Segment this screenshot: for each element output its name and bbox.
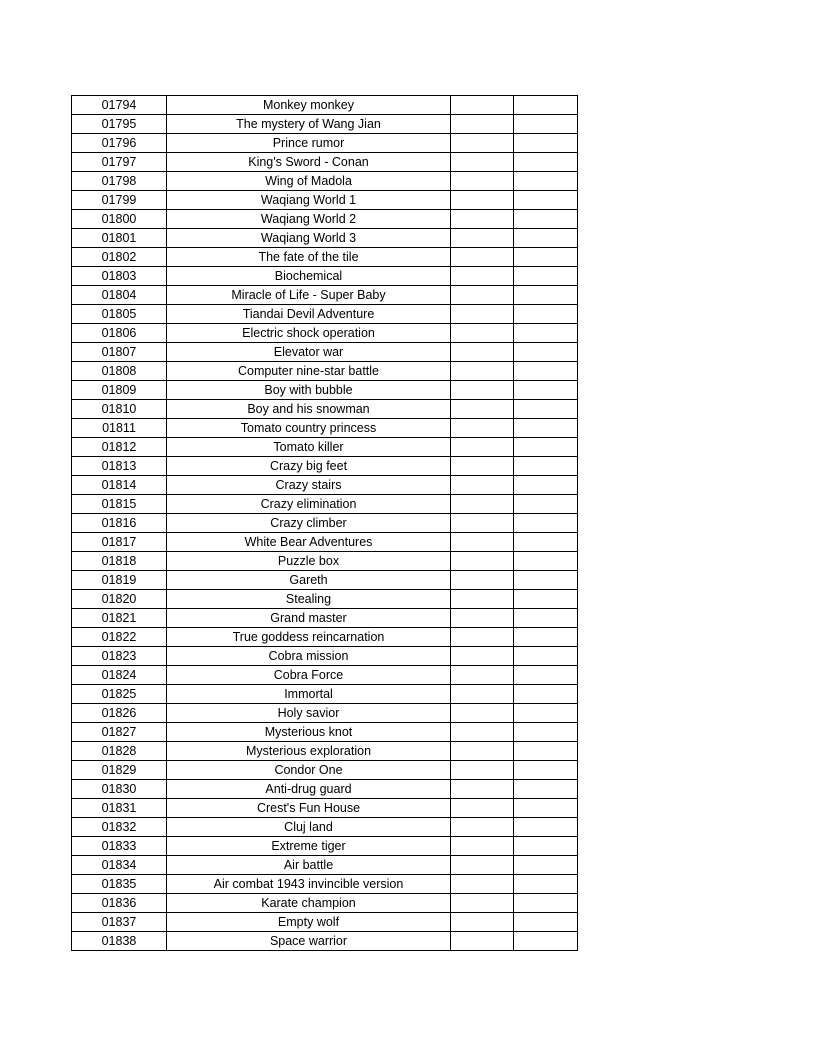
game-id-cell: 01795 bbox=[72, 115, 167, 134]
table-row bbox=[72, 134, 578, 153]
game-id-cell: 01836 bbox=[72, 894, 167, 913]
empty-cell bbox=[514, 818, 578, 837]
empty-cell bbox=[514, 191, 578, 210]
empty-cell bbox=[451, 571, 514, 590]
game-id-cell: 01802 bbox=[72, 248, 167, 267]
empty-cell bbox=[514, 495, 578, 514]
empty-cell bbox=[451, 837, 514, 856]
game-id-cell: 01805 bbox=[72, 305, 167, 324]
game-title-cell: Electric shock operation bbox=[167, 324, 451, 343]
game-id-cell: 01835 bbox=[72, 875, 167, 894]
table-row bbox=[72, 267, 578, 286]
game-id-cell: 01826 bbox=[72, 704, 167, 723]
game-id-cell: 01794 bbox=[72, 96, 167, 115]
game-id-cell: 01827 bbox=[72, 723, 167, 742]
game-title-cell: Elevator war bbox=[167, 343, 451, 362]
empty-cell bbox=[514, 666, 578, 685]
game-title-cell: Mysterious exploration bbox=[167, 742, 451, 761]
game-id-cell: 01823 bbox=[72, 647, 167, 666]
empty-cell bbox=[514, 286, 578, 305]
game-title-cell: Boy with bubble bbox=[167, 381, 451, 400]
table-row bbox=[72, 457, 578, 476]
empty-cell bbox=[451, 799, 514, 818]
table-row bbox=[72, 837, 578, 856]
game-title-cell: Extreme tiger bbox=[167, 837, 451, 856]
table-row bbox=[72, 96, 578, 115]
table-row bbox=[72, 191, 578, 210]
empty-cell bbox=[451, 381, 514, 400]
empty-cell bbox=[451, 590, 514, 609]
table-row bbox=[72, 248, 578, 267]
table-row bbox=[72, 742, 578, 761]
empty-cell bbox=[514, 172, 578, 191]
empty-cell bbox=[451, 134, 514, 153]
game-id-cell: 01818 bbox=[72, 552, 167, 571]
empty-cell bbox=[451, 286, 514, 305]
table-row bbox=[72, 571, 578, 590]
game-title-cell: Miracle of Life - Super Baby bbox=[167, 286, 451, 305]
game-title-cell: Grand master bbox=[167, 609, 451, 628]
table-row bbox=[72, 647, 578, 666]
empty-cell bbox=[514, 115, 578, 134]
game-id-cell: 01810 bbox=[72, 400, 167, 419]
game-id-cell: 01801 bbox=[72, 229, 167, 248]
empty-cell bbox=[514, 438, 578, 457]
game-title-cell: Air battle bbox=[167, 856, 451, 875]
empty-cell bbox=[451, 685, 514, 704]
table-row bbox=[72, 324, 578, 343]
game-title-cell: Crest's Fun House bbox=[167, 799, 451, 818]
empty-cell bbox=[514, 343, 578, 362]
empty-cell bbox=[514, 134, 578, 153]
table-row bbox=[72, 609, 578, 628]
game-title-cell: Tiandai Devil Adventure bbox=[167, 305, 451, 324]
game-title-cell: Stealing bbox=[167, 590, 451, 609]
empty-cell bbox=[514, 229, 578, 248]
empty-cell bbox=[451, 552, 514, 571]
empty-cell bbox=[451, 248, 514, 267]
empty-cell bbox=[514, 780, 578, 799]
game-id-cell: 01813 bbox=[72, 457, 167, 476]
game-title-cell: Waqiang World 2 bbox=[167, 210, 451, 229]
empty-cell bbox=[451, 400, 514, 419]
empty-cell bbox=[514, 647, 578, 666]
game-id-cell: 01819 bbox=[72, 571, 167, 590]
game-id-cell: 01800 bbox=[72, 210, 167, 229]
game-title-cell: Cobra mission bbox=[167, 647, 451, 666]
empty-cell bbox=[514, 533, 578, 552]
table-row bbox=[72, 628, 578, 647]
game-id-cell: 01806 bbox=[72, 324, 167, 343]
table-row bbox=[72, 666, 578, 685]
empty-cell bbox=[514, 305, 578, 324]
game-list-body bbox=[72, 96, 578, 951]
empty-cell bbox=[451, 742, 514, 761]
empty-cell bbox=[514, 324, 578, 343]
empty-cell bbox=[451, 780, 514, 799]
game-title-cell: Mysterious knot bbox=[167, 723, 451, 742]
game-title-cell: Biochemical bbox=[167, 267, 451, 286]
empty-cell bbox=[451, 96, 514, 115]
game-title-cell: Holy savior bbox=[167, 704, 451, 723]
empty-cell bbox=[514, 704, 578, 723]
empty-cell bbox=[514, 761, 578, 780]
game-id-cell: 01834 bbox=[72, 856, 167, 875]
empty-cell bbox=[514, 571, 578, 590]
table-row bbox=[72, 875, 578, 894]
game-id-cell: 01799 bbox=[72, 191, 167, 210]
game-title-cell: Crazy elimination bbox=[167, 495, 451, 514]
game-id-cell: 01828 bbox=[72, 742, 167, 761]
game-title-cell: Computer nine-star battle bbox=[167, 362, 451, 381]
game-title-cell: Anti-drug guard bbox=[167, 780, 451, 799]
game-id-cell: 01811 bbox=[72, 419, 167, 438]
empty-cell bbox=[451, 856, 514, 875]
empty-cell bbox=[514, 514, 578, 533]
table-row bbox=[72, 913, 578, 932]
empty-cell bbox=[451, 666, 514, 685]
empty-cell bbox=[451, 362, 514, 381]
empty-cell bbox=[451, 172, 514, 191]
table-row bbox=[72, 590, 578, 609]
game-id-cell: 01830 bbox=[72, 780, 167, 799]
game-title-cell: Space warrior bbox=[167, 932, 451, 951]
table-row bbox=[72, 438, 578, 457]
table-row bbox=[72, 115, 578, 134]
game-title-cell: Cluj land bbox=[167, 818, 451, 837]
game-title-cell: Puzzle box bbox=[167, 552, 451, 571]
game-title-cell: Crazy stairs bbox=[167, 476, 451, 495]
game-id-cell: 01812 bbox=[72, 438, 167, 457]
empty-cell bbox=[451, 153, 514, 172]
empty-cell bbox=[451, 438, 514, 457]
empty-cell bbox=[514, 856, 578, 875]
game-id-cell: 01814 bbox=[72, 476, 167, 495]
empty-cell bbox=[451, 723, 514, 742]
table-row bbox=[72, 153, 578, 172]
empty-cell bbox=[514, 723, 578, 742]
table-row bbox=[72, 704, 578, 723]
game-title-cell: The mystery of Wang Jian bbox=[167, 115, 451, 134]
game-id-cell: 01816 bbox=[72, 514, 167, 533]
table-row bbox=[72, 362, 578, 381]
game-id-cell: 01820 bbox=[72, 590, 167, 609]
table-row bbox=[72, 685, 578, 704]
empty-cell bbox=[451, 343, 514, 362]
empty-cell bbox=[514, 932, 578, 951]
game-id-cell: 01796 bbox=[72, 134, 167, 153]
empty-cell bbox=[514, 628, 578, 647]
game-title-cell: The fate of the tile bbox=[167, 248, 451, 267]
empty-cell bbox=[451, 875, 514, 894]
empty-cell bbox=[451, 913, 514, 932]
empty-cell bbox=[514, 894, 578, 913]
game-title-cell: Tomato killer bbox=[167, 438, 451, 457]
game-id-cell: 01831 bbox=[72, 799, 167, 818]
empty-cell bbox=[514, 476, 578, 495]
empty-cell bbox=[451, 115, 514, 134]
game-title-cell: Wing of Madola bbox=[167, 172, 451, 191]
game-title-cell: Condor One bbox=[167, 761, 451, 780]
table-row bbox=[72, 229, 578, 248]
empty-cell bbox=[514, 913, 578, 932]
table-row bbox=[72, 343, 578, 362]
empty-cell bbox=[514, 685, 578, 704]
table-row bbox=[72, 552, 578, 571]
empty-cell bbox=[514, 609, 578, 628]
table-row bbox=[72, 723, 578, 742]
game-title-cell: Immortal bbox=[167, 685, 451, 704]
empty-cell bbox=[451, 533, 514, 552]
game-id-cell: 01798 bbox=[72, 172, 167, 191]
game-id-cell: 01821 bbox=[72, 609, 167, 628]
table-row bbox=[72, 381, 578, 400]
table-row bbox=[72, 172, 578, 191]
empty-cell bbox=[451, 324, 514, 343]
game-id-cell: 01809 bbox=[72, 381, 167, 400]
table-row bbox=[72, 818, 578, 837]
empty-cell bbox=[514, 875, 578, 894]
empty-cell bbox=[514, 590, 578, 609]
empty-cell bbox=[514, 742, 578, 761]
game-title-cell: Crazy big feet bbox=[167, 457, 451, 476]
empty-cell bbox=[451, 210, 514, 229]
table-row bbox=[72, 761, 578, 780]
empty-cell bbox=[451, 932, 514, 951]
empty-cell bbox=[514, 248, 578, 267]
empty-cell bbox=[451, 419, 514, 438]
table-row bbox=[72, 305, 578, 324]
game-title-cell: Tomato country princess bbox=[167, 419, 451, 438]
game-id-cell: 01822 bbox=[72, 628, 167, 647]
empty-cell bbox=[451, 609, 514, 628]
table-row bbox=[72, 514, 578, 533]
game-title-cell: White Bear Adventures bbox=[167, 533, 451, 552]
empty-cell bbox=[451, 704, 514, 723]
game-id-cell: 01815 bbox=[72, 495, 167, 514]
empty-cell bbox=[451, 495, 514, 514]
empty-cell bbox=[514, 362, 578, 381]
table-row bbox=[72, 894, 578, 913]
empty-cell bbox=[451, 761, 514, 780]
game-title-cell: Gareth bbox=[167, 571, 451, 590]
table-row bbox=[72, 400, 578, 419]
empty-cell bbox=[451, 267, 514, 286]
empty-cell bbox=[451, 229, 514, 248]
table-row bbox=[72, 419, 578, 438]
table-row bbox=[72, 286, 578, 305]
empty-cell bbox=[451, 191, 514, 210]
game-id-cell: 01833 bbox=[72, 837, 167, 856]
empty-cell bbox=[451, 894, 514, 913]
game-id-cell: 01817 bbox=[72, 533, 167, 552]
empty-cell bbox=[514, 552, 578, 571]
game-title-cell: Empty wolf bbox=[167, 913, 451, 932]
empty-cell bbox=[514, 96, 578, 115]
game-title-cell: Prince rumor bbox=[167, 134, 451, 153]
game-id-cell: 01838 bbox=[72, 932, 167, 951]
table-row bbox=[72, 780, 578, 799]
game-id-cell: 01808 bbox=[72, 362, 167, 381]
table-row bbox=[72, 210, 578, 229]
game-id-cell: 01804 bbox=[72, 286, 167, 305]
empty-cell bbox=[514, 267, 578, 286]
empty-cell bbox=[451, 628, 514, 647]
game-id-cell: 01824 bbox=[72, 666, 167, 685]
table-row bbox=[72, 533, 578, 552]
table-row bbox=[72, 856, 578, 875]
game-title-cell: King's Sword - Conan bbox=[167, 153, 451, 172]
game-id-cell: 01797 bbox=[72, 153, 167, 172]
empty-cell bbox=[451, 818, 514, 837]
empty-cell bbox=[451, 514, 514, 533]
empty-cell bbox=[451, 305, 514, 324]
game-title-cell: Cobra Force bbox=[167, 666, 451, 685]
table-row bbox=[72, 932, 578, 951]
empty-cell bbox=[514, 799, 578, 818]
empty-cell bbox=[451, 647, 514, 666]
game-id-cell: 01803 bbox=[72, 267, 167, 286]
empty-cell bbox=[514, 381, 578, 400]
game-id-cell: 01829 bbox=[72, 761, 167, 780]
game-title-cell: True goddess reincarnation bbox=[167, 628, 451, 647]
game-title-cell: Air combat 1943 invincible version bbox=[167, 875, 451, 894]
empty-cell bbox=[451, 476, 514, 495]
game-id-cell: 01837 bbox=[72, 913, 167, 932]
game-title-cell: Karate champion bbox=[167, 894, 451, 913]
empty-cell bbox=[514, 210, 578, 229]
game-id-cell: 01825 bbox=[72, 685, 167, 704]
game-id-cell: 01807 bbox=[72, 343, 167, 362]
empty-cell bbox=[514, 153, 578, 172]
game-id-cell: 01832 bbox=[72, 818, 167, 837]
empty-cell bbox=[514, 837, 578, 856]
empty-cell bbox=[514, 457, 578, 476]
empty-cell bbox=[451, 457, 514, 476]
game-title-cell: Waqiang World 1 bbox=[167, 191, 451, 210]
table-row bbox=[72, 495, 578, 514]
game-list-table bbox=[71, 95, 578, 951]
table-row bbox=[72, 799, 578, 818]
game-title-cell: Waqiang World 3 bbox=[167, 229, 451, 248]
table-row bbox=[72, 476, 578, 495]
empty-cell bbox=[514, 400, 578, 419]
game-title-cell: Crazy climber bbox=[167, 514, 451, 533]
game-title-cell: Boy and his snowman bbox=[167, 400, 451, 419]
game-title-cell: Monkey monkey bbox=[167, 96, 451, 115]
empty-cell bbox=[514, 419, 578, 438]
